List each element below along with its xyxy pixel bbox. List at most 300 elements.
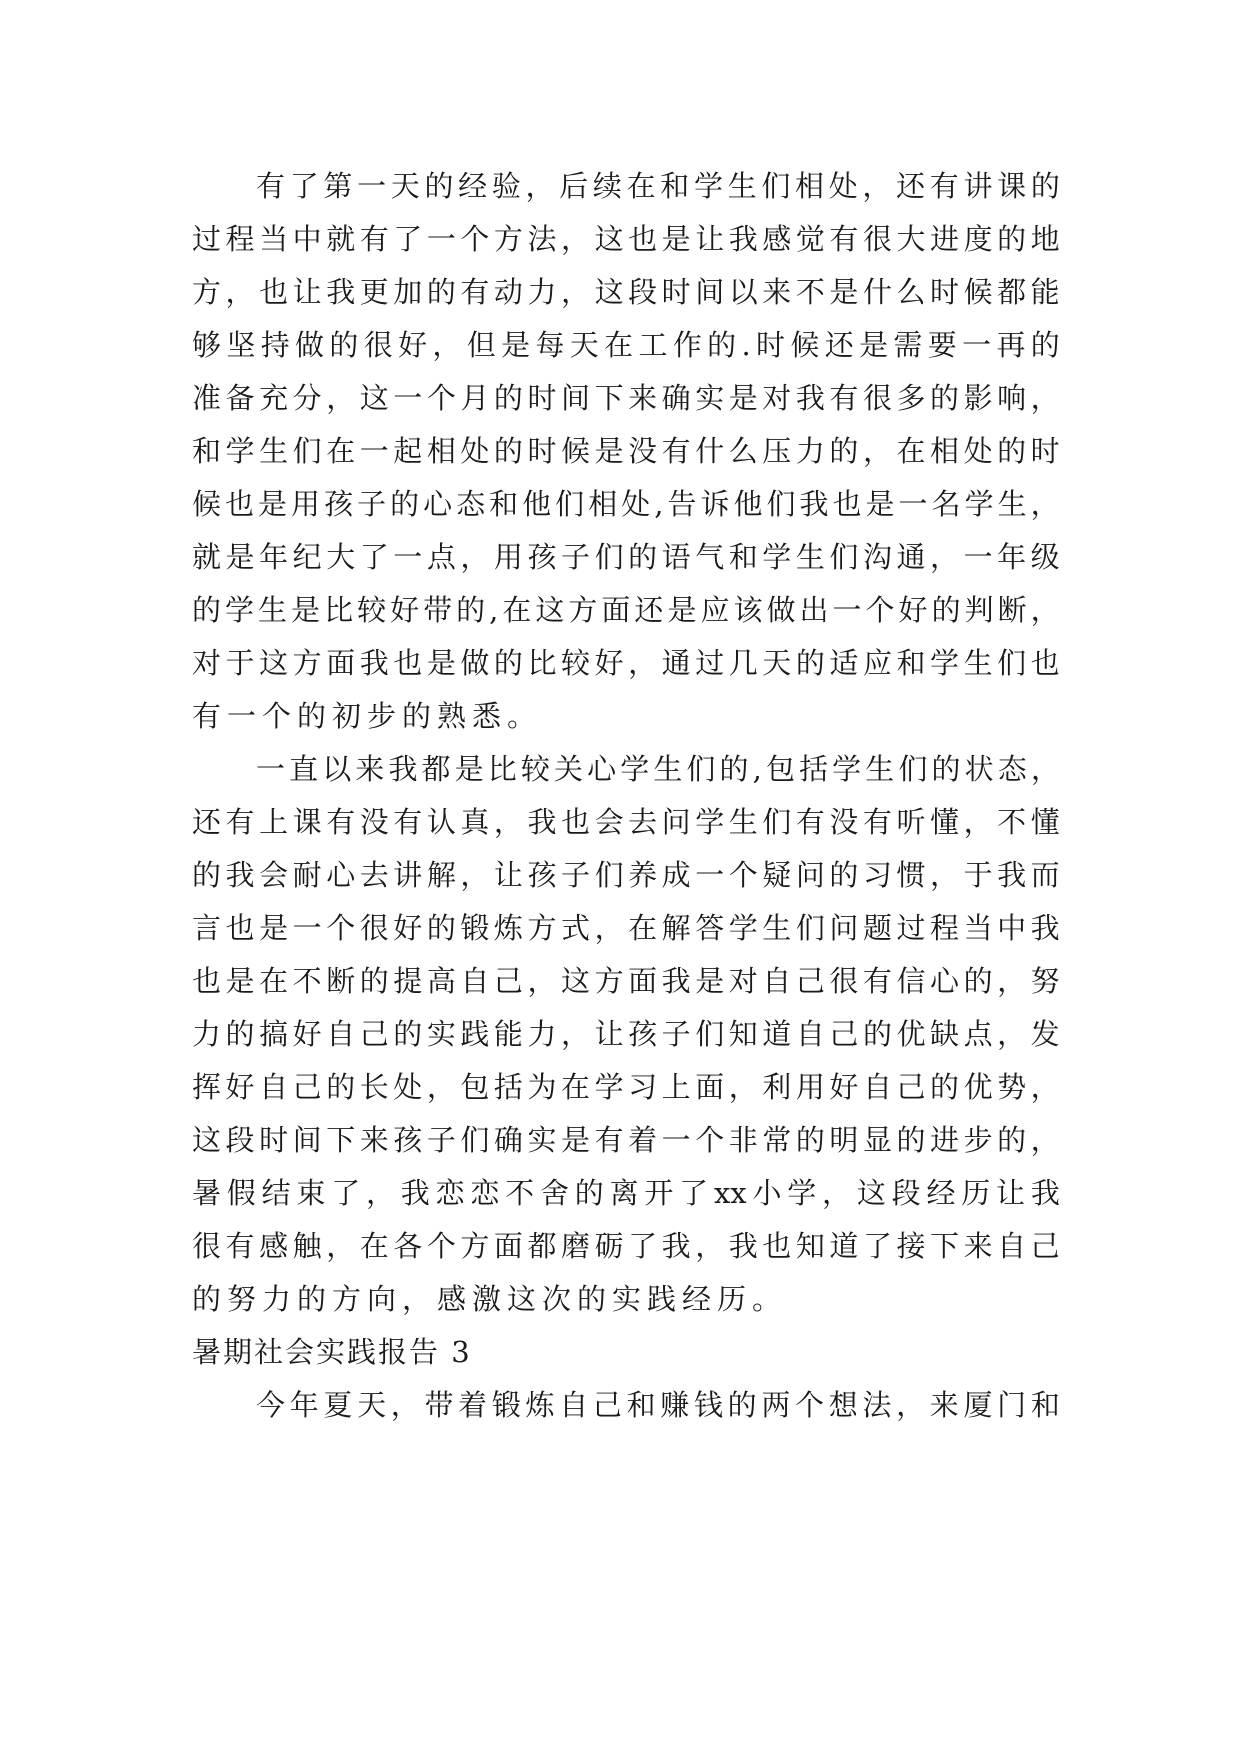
glyph: 我 xyxy=(728,222,758,256)
glyph: 来 xyxy=(929,1388,959,1422)
glyph: ， xyxy=(326,381,356,415)
glyph: ， xyxy=(1030,1123,1060,1157)
glyph: 的 xyxy=(326,1070,356,1104)
glyph: 炼 xyxy=(493,911,523,945)
glyph: 括 xyxy=(799,752,829,786)
glyph: ， xyxy=(561,1017,591,1051)
glyph: 个 xyxy=(326,911,356,945)
glyph: 间 xyxy=(695,275,725,309)
glyph: 出 xyxy=(799,593,829,627)
glyph: 有 xyxy=(795,805,825,839)
glyph: 了 xyxy=(331,1176,361,1210)
glyph: 结 xyxy=(261,1176,291,1210)
glyph: 们 xyxy=(762,805,792,839)
glyph: 方 xyxy=(594,964,624,998)
glyph: 我 xyxy=(799,487,829,521)
glyph: 什 xyxy=(862,275,892,309)
glyph: ， xyxy=(1030,593,1060,627)
glyph: 也 xyxy=(1030,646,1060,680)
glyph: 该 xyxy=(733,593,763,627)
glyph: 认 xyxy=(426,805,456,839)
glyph: ， xyxy=(432,328,462,362)
glyph: 比 xyxy=(324,593,354,627)
glyph: 习 xyxy=(862,858,892,892)
glyph: 判 xyxy=(964,593,994,627)
glyph: 的 xyxy=(225,1017,255,1051)
glyph: 告 xyxy=(667,487,697,521)
glyph: 去 xyxy=(359,858,389,892)
glyph: 为 xyxy=(527,1070,557,1104)
glyph: 的 xyxy=(997,222,1027,256)
paragraph-line xyxy=(192,637,1060,690)
glyph: 都 xyxy=(997,275,1027,309)
glyph: 学 xyxy=(832,752,862,786)
glyph: 自 xyxy=(997,1229,1027,1263)
paragraph-line xyxy=(192,372,1060,425)
glyph: 我 xyxy=(326,275,356,309)
glyph: 的 xyxy=(829,434,859,468)
glyph: 处 xyxy=(828,169,858,203)
glyph: 我 xyxy=(795,381,825,415)
glyph: 让 xyxy=(292,275,322,309)
glyph: 后 xyxy=(559,169,589,203)
glyph: 对 xyxy=(728,964,758,998)
glyph: 孩 xyxy=(324,487,354,521)
glyph: 道 xyxy=(829,1229,859,1263)
glyph: 生 xyxy=(653,752,683,786)
glyph: 的 xyxy=(192,858,222,892)
glyph: 天 xyxy=(569,328,599,362)
glyph: 讲 xyxy=(393,858,423,892)
glyph: 我 xyxy=(400,1176,430,1210)
glyph: 己 xyxy=(592,1388,622,1422)
glyph: 和 xyxy=(1030,1388,1060,1422)
glyph: 直 xyxy=(289,752,319,786)
glyph: 懂 xyxy=(1030,805,1060,839)
glyph: 时 xyxy=(527,381,557,415)
glyph: 较 xyxy=(561,646,591,680)
glyph: 括 xyxy=(493,1070,523,1104)
glyph: 我 xyxy=(225,858,255,892)
glyph: 发 xyxy=(1030,1017,1060,1051)
glyph: 起 xyxy=(393,434,423,468)
glyph: 大 xyxy=(896,222,926,256)
glyph: 的 xyxy=(390,487,420,521)
paragraph-line xyxy=(192,1114,1060,1167)
glyph: 沟 xyxy=(862,540,892,574)
glyph: 孩 xyxy=(527,858,557,892)
glyph: 候 xyxy=(561,434,591,468)
glyph: 断 xyxy=(326,964,356,998)
glyph: 生 xyxy=(259,434,289,468)
glyph: 各 xyxy=(393,1229,423,1263)
glyph: 的 xyxy=(493,646,523,680)
glyph: 有 xyxy=(829,222,859,256)
glyph: 用 xyxy=(795,1070,825,1104)
glyph: 己 xyxy=(292,1070,322,1104)
glyph: 己 xyxy=(896,1070,926,1104)
glyph: 中 xyxy=(292,222,322,256)
glyph: 上 xyxy=(661,1070,691,1104)
glyph: 相 xyxy=(795,169,825,203)
glyph: 的 xyxy=(1030,169,1060,203)
glyph: 好 xyxy=(829,1070,859,1104)
glyph: 是 xyxy=(426,646,456,680)
glyph: 的 xyxy=(931,752,961,786)
glyph: 小 xyxy=(752,1176,782,1210)
paragraph-line xyxy=(192,796,1060,849)
glyph: 年 xyxy=(997,540,1027,574)
glyph: 而 xyxy=(1030,858,1060,892)
glyph: 道 xyxy=(762,1017,792,1051)
glyph: 很 xyxy=(192,1229,222,1263)
glyph: 是 xyxy=(728,381,758,415)
glyph: 的 xyxy=(829,858,859,892)
glyph: 们 xyxy=(761,169,791,203)
glyph: 自 xyxy=(762,964,792,998)
glyph: 比 xyxy=(527,646,557,680)
glyph: 在 xyxy=(502,593,532,627)
glyph: 们 xyxy=(686,752,716,786)
glyph: 的 xyxy=(795,1123,825,1157)
glyph: 好 xyxy=(390,593,420,627)
glyph: 问 xyxy=(795,858,825,892)
glyph: 时 xyxy=(756,328,786,362)
glyph: 会 xyxy=(259,858,289,892)
glyph: 是 xyxy=(501,328,531,362)
paragraph-line xyxy=(192,1008,1060,1061)
glyph: 是 xyxy=(291,593,321,627)
glyph: 个 xyxy=(695,1123,725,1157)
glyph: ， xyxy=(963,805,993,839)
glyph: 相 xyxy=(930,434,960,468)
glyph: 的 xyxy=(493,381,523,415)
glyph: 不 xyxy=(997,805,1027,839)
glyph: 问 xyxy=(661,805,691,839)
glyph: 面 xyxy=(493,1229,523,1263)
glyph: 是 xyxy=(258,487,288,521)
glyph: 压 xyxy=(762,434,792,468)
glyph: 这 xyxy=(535,593,565,627)
glyph: 有 xyxy=(256,169,286,203)
glyph: 一 xyxy=(359,434,389,468)
glyph: 学 xyxy=(620,752,650,786)
glyph: 需 xyxy=(893,328,923,362)
glyph: 准 xyxy=(192,381,222,415)
glyph: 段 xyxy=(891,1176,921,1210)
glyph: 一 xyxy=(898,487,928,521)
glyph: 间 xyxy=(292,1123,322,1157)
glyph: 没 xyxy=(359,805,389,839)
glyph: 一 xyxy=(962,328,992,362)
glyph: 自 xyxy=(795,1017,825,1051)
glyph: 来 xyxy=(628,381,658,415)
glyph: ， xyxy=(225,275,255,309)
glyph: 是 xyxy=(667,593,697,627)
glyph: 时 xyxy=(527,434,557,468)
glyph: 点 xyxy=(963,1017,993,1051)
glyph: 了 xyxy=(628,1229,658,1263)
glyph: 也 xyxy=(225,911,255,945)
glyph: 势 xyxy=(997,1070,1027,1104)
glyph: 断 xyxy=(997,593,1027,627)
glyph: 子 xyxy=(561,858,591,892)
glyph: 好 xyxy=(292,1017,322,1051)
glyph: 不 xyxy=(795,275,825,309)
glyph: 包 xyxy=(765,752,795,786)
glyph: 适 xyxy=(829,646,859,680)
glyph: 还 xyxy=(896,169,926,203)
glyph: 有 xyxy=(661,434,691,468)
glyph: 优 xyxy=(963,1070,993,1104)
glyph: 恋 xyxy=(470,1176,500,1210)
glyph: 们 xyxy=(555,487,585,521)
glyph: 方 xyxy=(192,275,222,309)
glyph: 下 xyxy=(326,1123,356,1157)
glyph: 包 xyxy=(460,1070,490,1104)
glyph: ， xyxy=(997,1017,1027,1051)
glyph: 度 xyxy=(963,222,993,256)
glyph: 自 xyxy=(259,1070,289,1104)
glyph: 们 xyxy=(594,540,624,574)
glyph: 提 xyxy=(393,964,423,998)
glyph: 个 xyxy=(728,858,758,892)
paragraph-line xyxy=(192,584,1060,637)
glyph: 我 xyxy=(1030,1176,1060,1210)
glyph: 还 xyxy=(634,593,664,627)
glyph: 纪 xyxy=(292,540,322,574)
glyph: 学 xyxy=(964,487,994,521)
glyph: 确 xyxy=(661,381,691,415)
glyph: ， xyxy=(561,275,591,309)
glyph: 面 xyxy=(601,593,631,627)
glyph: 是 xyxy=(259,911,289,945)
glyph: 孩 xyxy=(393,1123,423,1157)
glyph: 再 xyxy=(996,328,1026,362)
glyph: 生 xyxy=(258,593,288,627)
glyph: 有 xyxy=(829,381,859,415)
glyph: 处 xyxy=(621,487,651,521)
glyph: 相 xyxy=(426,434,456,468)
glyph: 持 xyxy=(260,328,290,362)
glyph: 很 xyxy=(862,381,892,415)
glyph: 还 xyxy=(824,328,854,362)
glyph: 接 xyxy=(896,1229,926,1263)
glyph: 点 xyxy=(426,540,456,574)
glyph: 法 xyxy=(527,222,557,256)
glyph: 很 xyxy=(363,328,393,362)
glyph: 们 xyxy=(898,752,928,786)
paragraph-line: 有一个的初步的熟悉。 xyxy=(192,699,543,733)
paragraph-1 xyxy=(192,160,1060,743)
glyph: 面 xyxy=(628,964,658,998)
glyph: 以 xyxy=(322,752,352,786)
glyph: 利 xyxy=(762,1070,792,1104)
glyph: 的 xyxy=(456,593,486,627)
glyph: 学 xyxy=(225,593,255,627)
glyph: 处 xyxy=(963,434,993,468)
glyph: 过 xyxy=(695,646,725,680)
glyph: 生 xyxy=(727,169,757,203)
glyph: 作 xyxy=(672,328,702,362)
glyph: 较 xyxy=(357,593,387,627)
glyph: ， xyxy=(365,1176,395,1210)
glyph: 态 xyxy=(997,752,1027,786)
glyph: 是 xyxy=(695,964,725,998)
glyph: 状 xyxy=(964,752,994,786)
glyph: 当 xyxy=(259,222,289,256)
glyph: 很 xyxy=(359,911,389,945)
glyph: 下 xyxy=(594,381,624,415)
glyph: 学 xyxy=(930,646,960,680)
glyph: 个 xyxy=(426,1229,456,1263)
paragraph-2 xyxy=(192,743,1060,1326)
glyph: 名 xyxy=(931,487,961,521)
glyph: 带 xyxy=(424,1388,454,1422)
glyph: 有 xyxy=(594,1123,624,1157)
glyph: 假 xyxy=(226,1176,256,1210)
glyph: 和 xyxy=(728,540,758,574)
glyph: ， xyxy=(390,1388,420,1422)
glyph: 语 xyxy=(661,540,691,574)
glyph: 每 xyxy=(535,328,565,362)
glyph: 进 xyxy=(930,222,960,256)
paragraph-line xyxy=(192,1379,1060,1432)
glyph: 锻 xyxy=(491,1388,521,1422)
glyph: 面 xyxy=(326,646,356,680)
glyph: 我 xyxy=(359,646,389,680)
glyph: 和 xyxy=(626,1388,656,1422)
glyph: 做 xyxy=(295,328,325,362)
glyph: 我 xyxy=(661,964,691,998)
glyph: 间 xyxy=(561,381,591,415)
glyph: 段 xyxy=(225,1123,255,1157)
glyph: 比 xyxy=(487,752,517,786)
glyph: 子 xyxy=(561,540,591,574)
glyph: 天 xyxy=(390,169,420,203)
glyph: 做 xyxy=(460,646,490,680)
glyph: 个 xyxy=(795,1388,825,1422)
glyph: ， xyxy=(460,858,490,892)
glyph: 学 xyxy=(728,911,758,945)
glyph: 方 xyxy=(460,1229,490,1263)
glyph: 也 xyxy=(832,487,862,521)
glyph: 这 xyxy=(259,646,289,680)
glyph: 子 xyxy=(426,1123,456,1157)
glyph: 了 xyxy=(359,540,389,574)
glyph: 有 xyxy=(393,805,423,839)
glyph: ， xyxy=(561,222,591,256)
glyph: 在 xyxy=(259,964,289,998)
glyph: 心 xyxy=(326,858,356,892)
glyph: 处 xyxy=(393,1070,423,1104)
glyph: 和 xyxy=(192,434,222,468)
glyph: 着 xyxy=(458,1388,488,1422)
glyph: ， xyxy=(997,964,1027,998)
glyph: ， xyxy=(896,1388,926,1422)
glyph: 什 xyxy=(695,434,725,468)
glyph: 生 xyxy=(795,540,825,574)
glyph: 让 xyxy=(493,858,523,892)
glyph: 都 xyxy=(527,1229,557,1263)
glyph: 钱 xyxy=(693,1388,723,1422)
glyph: 气 xyxy=(695,540,725,574)
glyph: 是 xyxy=(561,1123,591,1157)
glyph: 一 xyxy=(393,540,423,574)
glyph: 学 xyxy=(693,169,723,203)
glyph: 用 xyxy=(493,540,523,574)
glyph: 这 xyxy=(192,1123,222,1157)
glyph: 我 xyxy=(728,1229,758,1263)
glyph: . xyxy=(741,328,751,362)
glyph: 方 xyxy=(527,911,557,945)
glyph: 着 xyxy=(628,1123,658,1157)
glyph: 动 xyxy=(493,275,523,309)
glyph: , xyxy=(489,593,499,627)
glyph: 好 xyxy=(393,911,423,945)
glyph: 的 xyxy=(963,964,993,998)
glyph: 多 xyxy=(896,381,926,415)
glyph: 带 xyxy=(423,593,453,627)
glyph: ， xyxy=(695,1229,725,1263)
glyph: 开 xyxy=(644,1176,674,1210)
glyph: 长 xyxy=(359,1070,389,1104)
glyph: 的 xyxy=(359,964,389,998)
glyph: 的 xyxy=(329,328,359,362)
glyph: 自 xyxy=(862,1070,892,1104)
glyph: 力 xyxy=(192,1017,222,1051)
glyph: 天 xyxy=(357,1388,387,1422)
glyph: 确 xyxy=(493,1123,523,1157)
glyph: 方 xyxy=(292,646,322,680)
glyph: 要 xyxy=(927,328,957,362)
glyph: 孩 xyxy=(527,540,557,574)
glyph: 年 xyxy=(259,540,289,574)
glyph: 程 xyxy=(225,222,255,256)
glyph: 会 xyxy=(594,805,624,839)
glyph: 和 xyxy=(896,646,926,680)
glyph: 学 xyxy=(695,805,725,839)
glyph: ， xyxy=(493,805,523,839)
glyph: 的 xyxy=(424,169,454,203)
paragraph-line xyxy=(192,743,1060,796)
glyph: 磨 xyxy=(561,1229,591,1263)
glyph: 相 xyxy=(588,487,618,521)
glyph: 己 xyxy=(1030,1229,1060,1263)
glyph: 高 xyxy=(426,964,456,998)
paragraph-line xyxy=(192,1167,1060,1220)
glyph: 还 xyxy=(192,805,222,839)
glyph: 来 xyxy=(359,1123,389,1157)
glyph: 程 xyxy=(930,911,960,945)
glyph: 了 xyxy=(679,1176,709,1210)
glyph: 年 xyxy=(289,1388,319,1422)
glyph: 这 xyxy=(594,275,624,309)
glyph: 步 xyxy=(963,1123,993,1157)
glyph: 自 xyxy=(559,1388,589,1422)
glyph: 们 xyxy=(766,487,796,521)
glyph: 验 xyxy=(491,169,521,203)
glyph: 候 xyxy=(963,275,993,309)
glyph: 学 xyxy=(594,1070,624,1104)
glyph: 践 xyxy=(460,1017,490,1051)
glyph: 级 xyxy=(1030,540,1060,574)
glyph: 分 xyxy=(292,381,322,415)
glyph: 学 xyxy=(225,434,255,468)
glyph: 对 xyxy=(192,646,222,680)
glyph: 有 xyxy=(225,1229,255,1263)
glyph: 于 xyxy=(225,646,255,680)
